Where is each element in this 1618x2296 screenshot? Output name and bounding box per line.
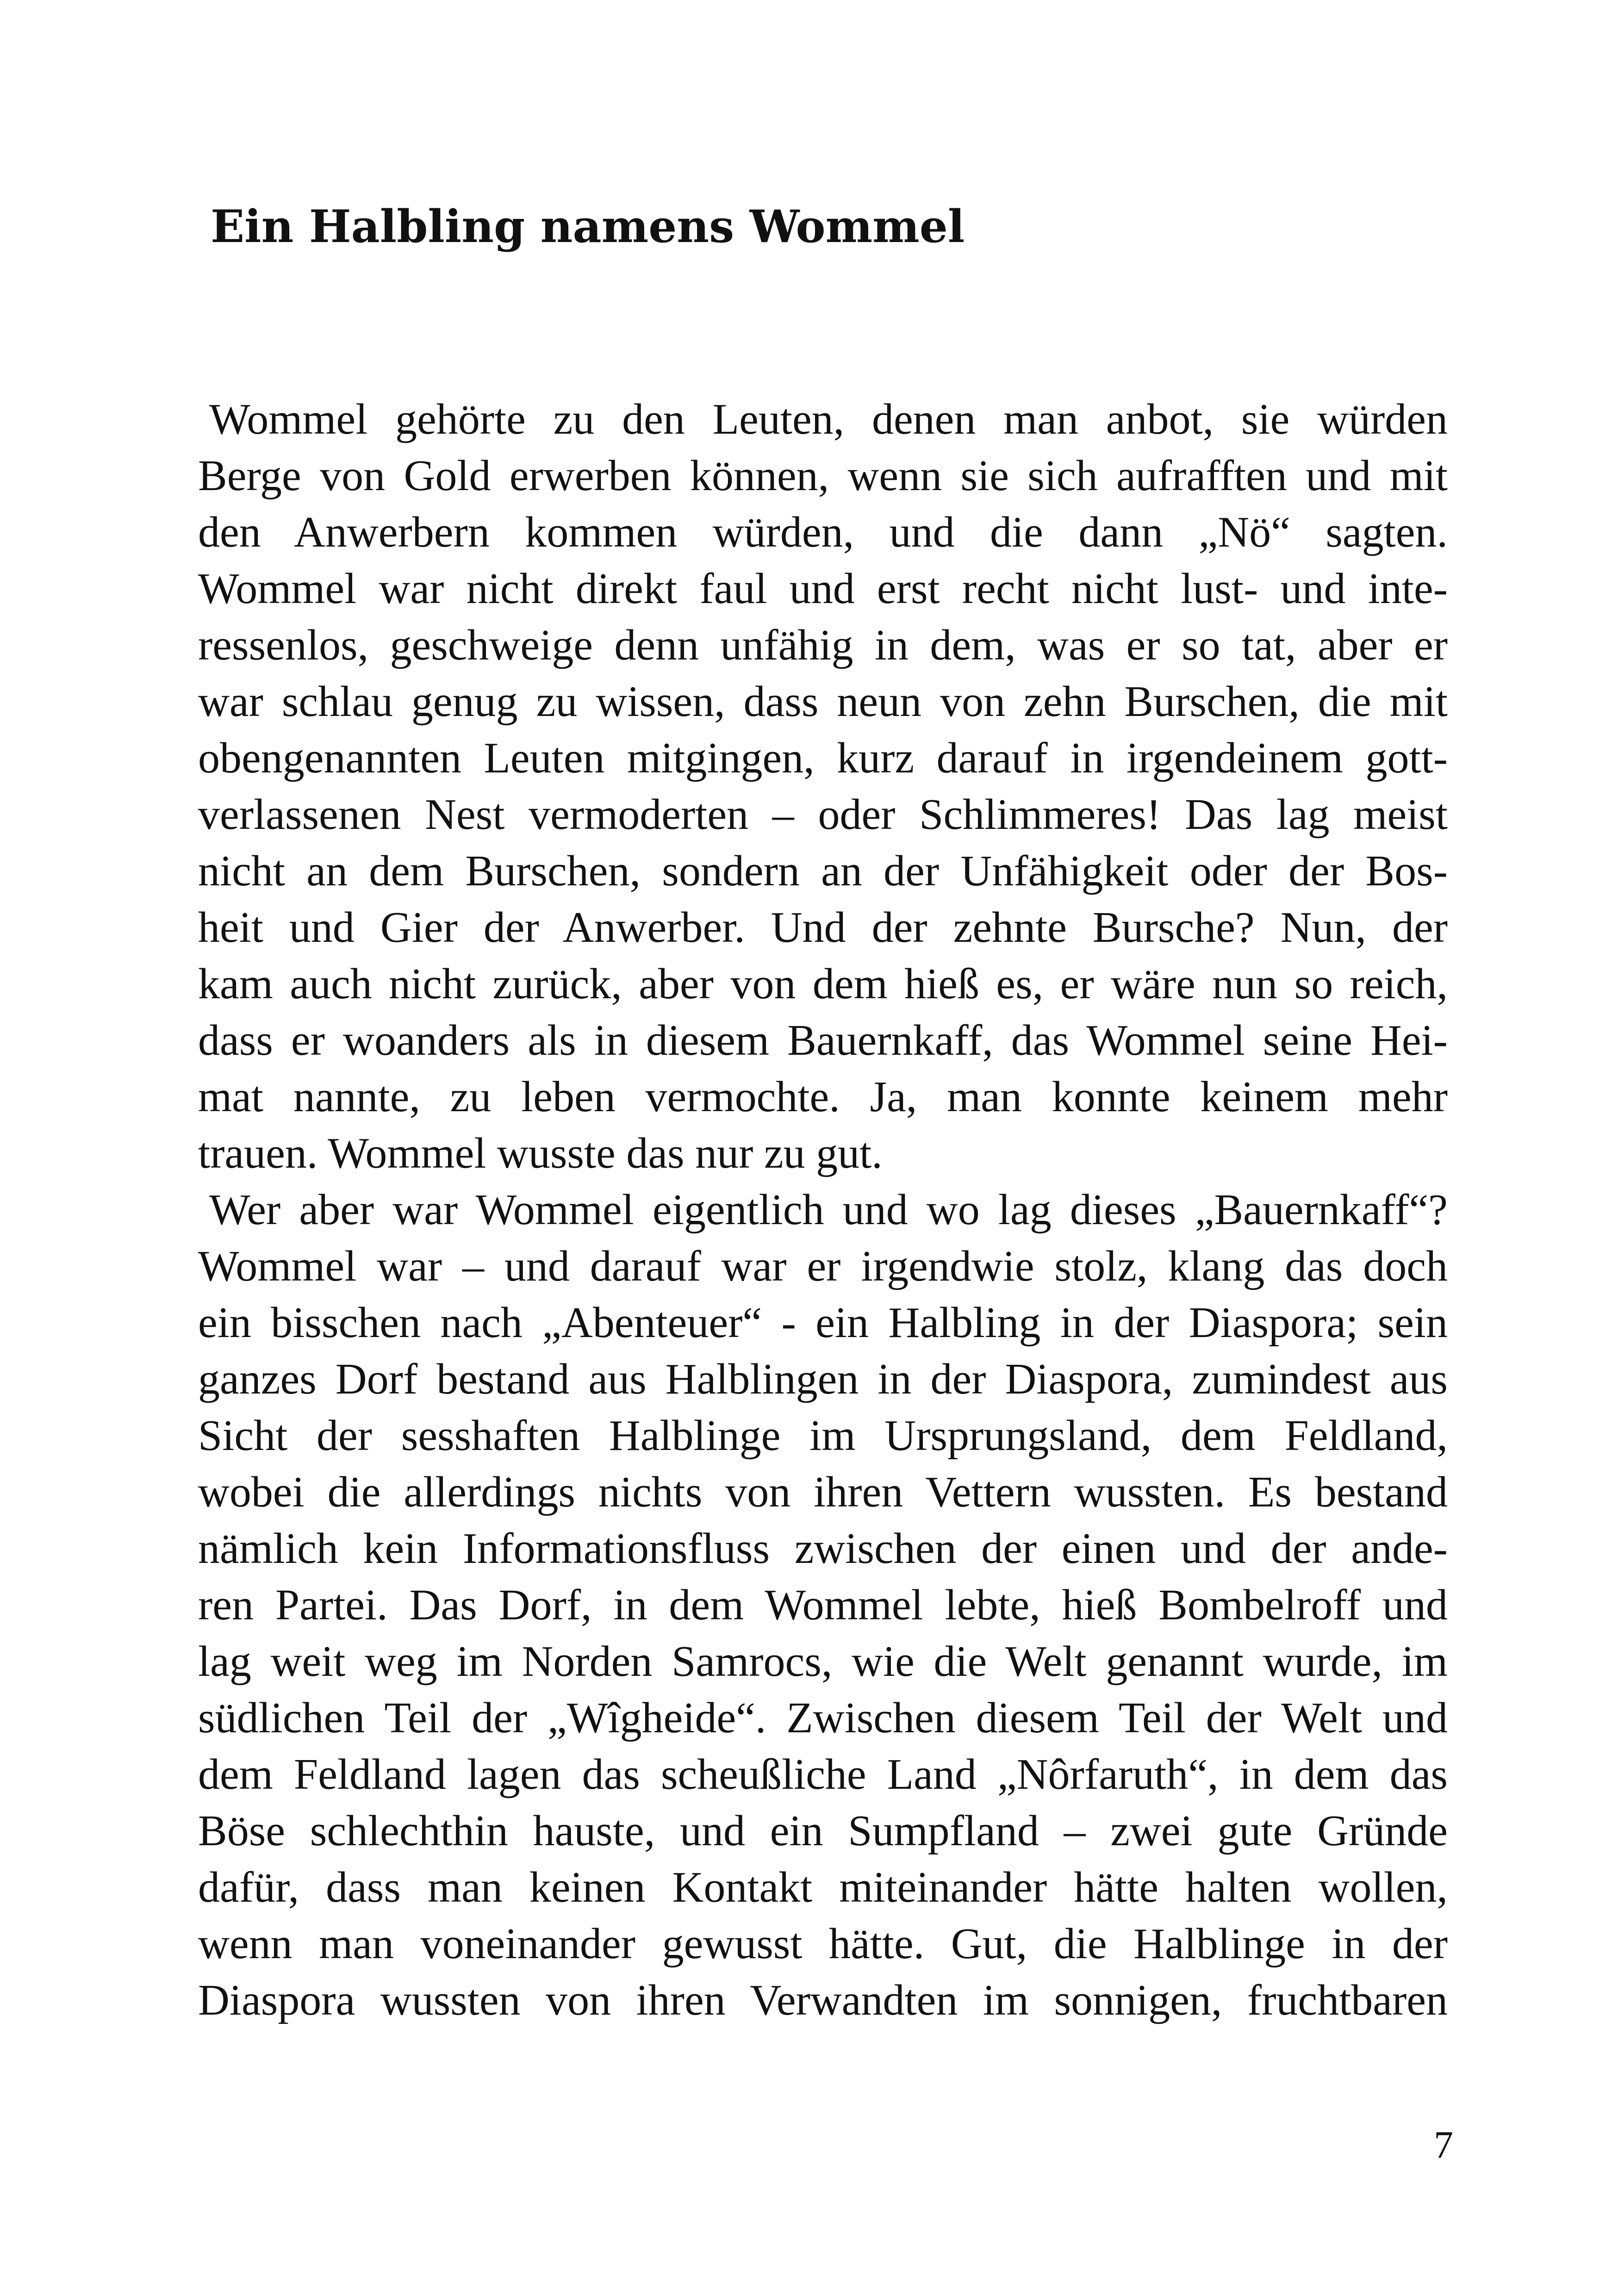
- text-line: Berge von Gold erwerben können, wenn sie sich aufrafften und mit: [198, 452, 1448, 500]
- text-line: dafür, dass man keinen Kontakt miteinander hätte halten wollen,: [198, 1863, 1448, 1911]
- text-line: dass er woanders als in diesem Bauernkaff, das Wommel seine Hei-: [198, 1016, 1448, 1064]
- text-line: Sicht der sesshaften Halblinge im Ursprungsland, dem Feldland,: [198, 1412, 1448, 1460]
- paragraph-2: [198, 1182, 1448, 2028]
- text-line: dem Feldland lagen das scheußliche Land „Nôrfaruth“, in dem das: [198, 1750, 1448, 1798]
- text-line: obengenannten Leuten mitgingen, kurz darauf in irgendeinem gott-: [198, 734, 1448, 782]
- text-line: war schlau genug zu wissen, dass neun von zehn Burschen, die mit: [198, 678, 1448, 726]
- text-line: Diaspora wussten von ihren Verwandten im sonnigen, fruchtbaren: [198, 1976, 1448, 2024]
- text-line: Böse schlechthin hauste, und ein Sumpfland – zwei gute Gründe: [198, 1807, 1448, 1855]
- page-number: 7: [1434, 2123, 1453, 2166]
- text-line: ein bisschen nach „Abenteuer“ - ein Halbling in der Diaspora; sein: [198, 1299, 1448, 1347]
- text-line: den Anwerbern kommen würden, und die dann „Nö“ sagten.: [198, 508, 1448, 556]
- text-line: ressenlos, geschweige denn unfähig in dem, was er so tat, aber er: [198, 621, 1448, 669]
- body-text: [198, 391, 1448, 2028]
- text-line: heit und Gier der Anwerber. Und der zehnte Bursche? Nun, der: [198, 903, 1448, 952]
- text-line: nämlich kein Informationsfluss zwischen der einen und der ande-: [198, 1524, 1448, 1573]
- text-line: kam auch nicht zurück, aber von dem hieß es, er wäre nun so reich,: [198, 960, 1448, 1008]
- text-line: wobei die allerdings nichts von ihren Vettern wussten. Es bestand: [198, 1468, 1448, 1516]
- text-line: mat nannte, zu leben vermochte. Ja, man konnte keinem mehr: [198, 1073, 1448, 1121]
- text-line: Wommel gehörte zu den Leuten, denen man anbot, sie würden: [209, 395, 1448, 443]
- text-line: verlassenen Nest vermoderten – oder Schlimmeres! Das lag meist: [198, 790, 1448, 839]
- text-line: nicht an dem Burschen, sondern an der Unfähigkeit oder der Bos-: [198, 847, 1448, 895]
- text-line: ganzes Dorf bestand aus Halblingen in der Diaspora, zumindest aus: [198, 1355, 1448, 1403]
- text-line: südlichen Teil der „Wîgheide“. Zwischen diesem Teil der Welt und: [198, 1694, 1448, 1742]
- text-line: wenn man voneinander gewusst hätte. Gut, die Halblinge in der: [198, 1920, 1448, 1968]
- paragraph-1: [198, 391, 1448, 1182]
- text-line: ren Partei. Das Dorf, in dem Wommel lebte, hieß Bombelroff und: [198, 1581, 1448, 1629]
- text-line: Wommel war – und darauf war er irgendwie stolz, klang das doch: [198, 1242, 1448, 1290]
- text-line: Wommel war nicht direkt faul und erst recht nicht lust- und inte-: [198, 565, 1448, 613]
- text-line: lag weit weg im Norden Samrocs, wie die Welt genannt wurde, im: [198, 1637, 1448, 1686]
- text-line: Wer aber war Wommel eigentlich und wo lag dieses „Bauernkaff“?: [209, 1186, 1448, 1234]
- text-line: trauen. Wommel wusste das nur zu gut.: [198, 1129, 883, 1177]
- chapter-title: Ein Halbling namens Wommel: [211, 200, 965, 253]
